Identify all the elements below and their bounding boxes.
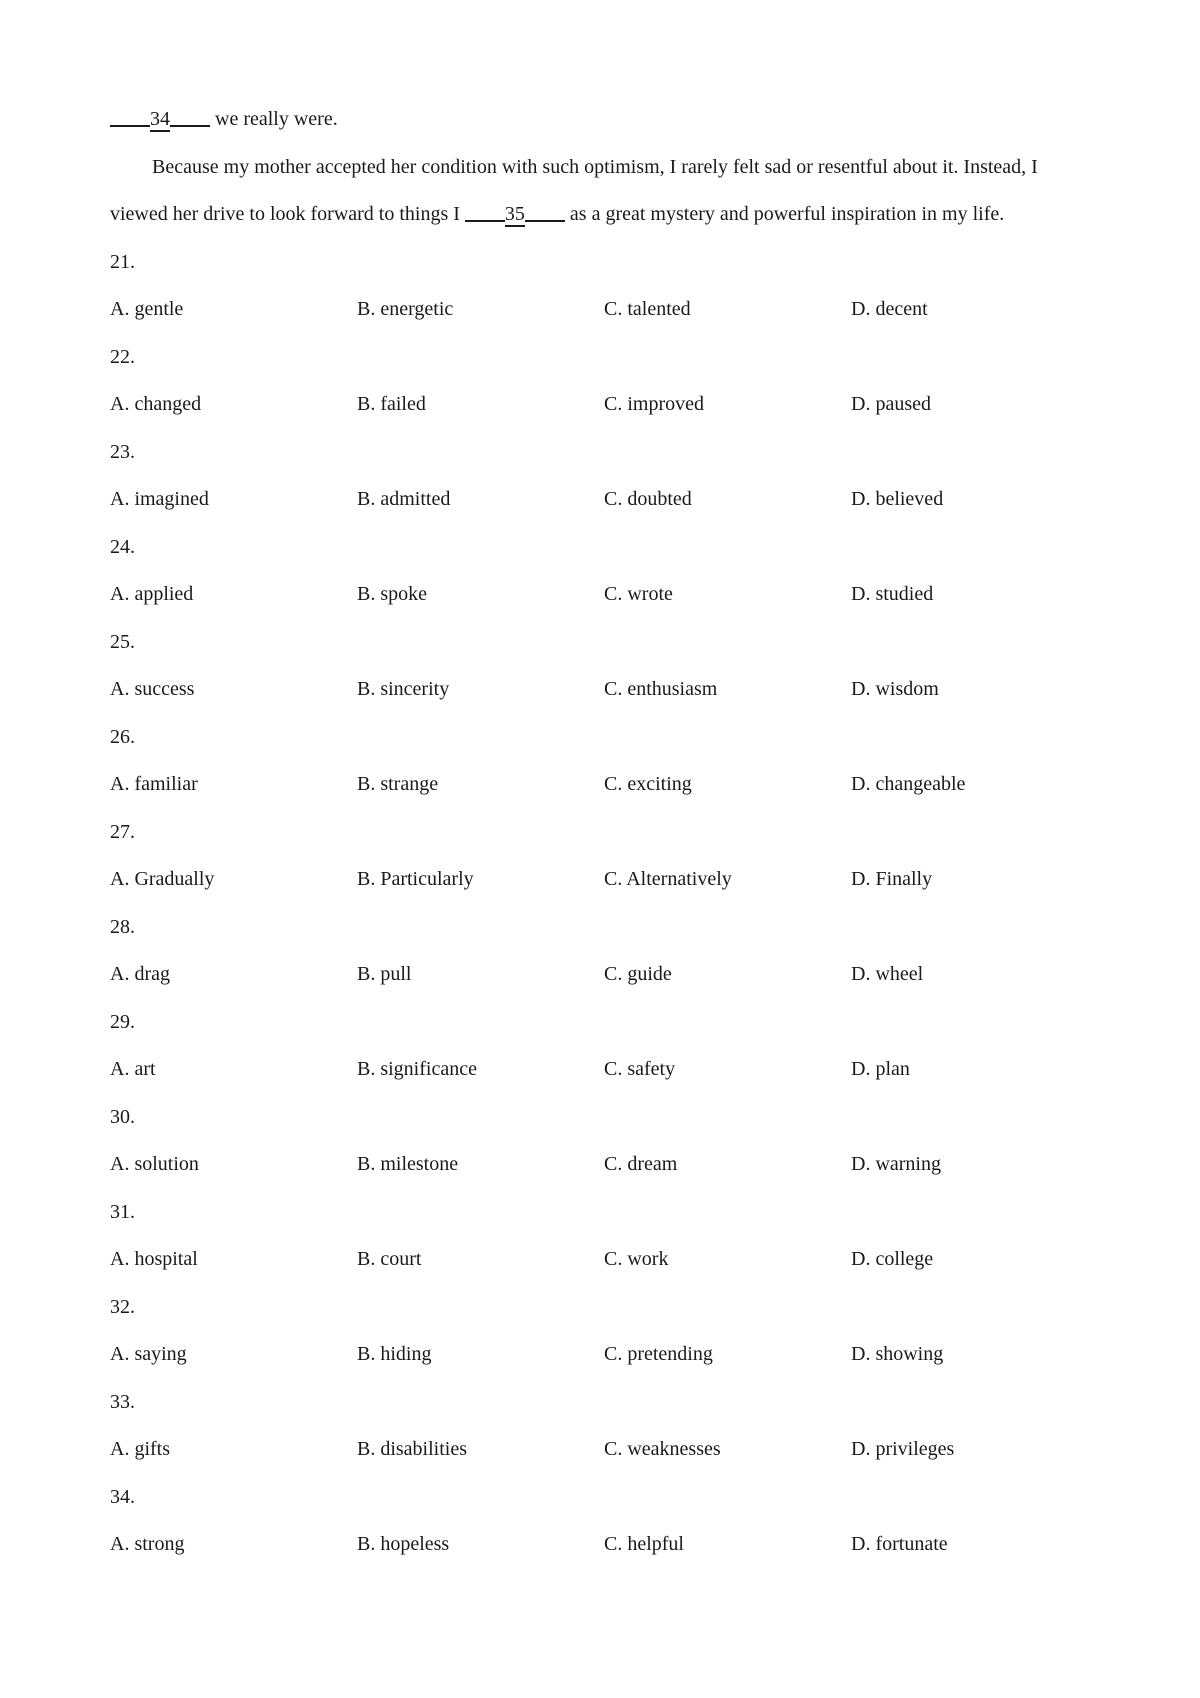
answer-option-a: A. changed [110, 393, 202, 415]
answer-option-a: A. gentle [110, 298, 184, 320]
answer-option-d: D. fortunate [851, 1533, 948, 1555]
answer-option-d: D. wisdom [851, 678, 939, 700]
answer-option-a: A. drag [110, 963, 170, 985]
answer-option-a: A. art [110, 1058, 156, 1080]
answer-option-c: C. talented [604, 298, 691, 320]
answer-option-d: D. believed [851, 488, 944, 510]
answer-option-d: D. Finally [851, 868, 933, 890]
answer-option-b: B. admitted [357, 488, 451, 510]
answer-option-c: C. doubted [604, 488, 692, 510]
answer-option-d: D. wheel [851, 963, 924, 985]
answer-option-c: C. helpful [604, 1533, 684, 1555]
answer-option-a: A. familiar [110, 773, 198, 795]
option-row [110, 1331, 1110, 1379]
answer-option-a: A. Gradually [110, 868, 215, 890]
option-row [110, 951, 1110, 999]
answer-option-a: A. imagined [110, 488, 209, 510]
answer-option-d: D. paused [851, 393, 931, 415]
blank-35-number: 35 [504, 203, 525, 225]
question-number: 27. [110, 820, 135, 843]
blank-underline [525, 200, 565, 222]
answer-option-c: C. guide [604, 963, 672, 985]
answer-option-b: B. Particularly [357, 868, 474, 890]
answer-option-b: B. pull [357, 963, 412, 985]
answer-option-b: B. milestone [357, 1153, 459, 1175]
answer-option-a: A. gifts [110, 1438, 170, 1460]
answer-option-c: C. work [604, 1248, 669, 1270]
answer-option-c: C. dream [604, 1153, 678, 1175]
answer-option-b: B. failed [357, 393, 426, 415]
option-row [110, 476, 1110, 524]
option-row [110, 1521, 1110, 1569]
answer-option-b: B. hiding [357, 1343, 432, 1365]
answer-option-a: A. success [110, 678, 195, 700]
option-row [110, 571, 1110, 619]
option-row [110, 1426, 1110, 1474]
blank-underline [110, 105, 150, 127]
answer-option-d: D. privileges [851, 1438, 955, 1460]
answer-option-d: D. showing [851, 1343, 944, 1365]
blank-34-number: 34 [150, 108, 170, 130]
answer-option-a: A. hospital [110, 1248, 198, 1270]
question-number: 24. [110, 535, 135, 558]
answer-option-c: C. wrote [604, 583, 673, 605]
passage-line-1 [110, 96, 1110, 144]
question-number: 30. [110, 1105, 135, 1128]
question-number: 34. [110, 1485, 135, 1508]
question-number: 31. [110, 1200, 135, 1223]
option-row [110, 1236, 1110, 1284]
question-number: 28. [110, 915, 135, 938]
question-number: 22. [110, 345, 135, 368]
question-number: 23. [110, 440, 135, 463]
answer-option-a: A. applied [110, 583, 194, 605]
blank-underline [170, 105, 210, 127]
answer-option-a: A. saying [110, 1343, 187, 1365]
option-row [110, 381, 1110, 429]
exam-page [110, 96, 1110, 1569]
question-number: 33. [110, 1390, 135, 1413]
option-row [110, 1046, 1110, 1094]
answer-option-c: C. weaknesses [604, 1438, 721, 1460]
option-row [110, 666, 1110, 714]
passage-line-1-text: we really were. [210, 108, 338, 130]
answer-option-c: C. enthusiasm [604, 678, 718, 700]
answer-option-b: B. significance [357, 1058, 477, 1080]
passage-line-2-text: Because my mother accepted her condition with such optimism, I rarely felt sad or resentful about it. Instead, I [152, 155, 1038, 178]
answer-option-d: D. changeable [851, 773, 966, 795]
answer-option-d: D. college [851, 1248, 934, 1270]
answer-option-c: C. improved [604, 393, 704, 415]
answer-option-d: D. decent [851, 298, 928, 320]
answer-option-d: D. warning [851, 1153, 941, 1175]
question-number: 32. [110, 1295, 135, 1318]
answer-option-b: B. hopeless [357, 1533, 450, 1555]
answer-option-b: B. sincerity [357, 678, 450, 700]
passage-line-3 [110, 191, 1110, 239]
answer-option-a: A. strong [110, 1533, 185, 1555]
answer-option-d: D. studied [851, 583, 934, 605]
answer-option-c: C. safety [604, 1058, 676, 1080]
answer-option-b: B. strange [357, 773, 439, 795]
answer-option-c: C. exciting [604, 773, 692, 795]
answer-option-b: B. disabilities [357, 1438, 467, 1460]
question-number: 29. [110, 1010, 135, 1033]
question-number: 21. [110, 250, 135, 273]
answer-option-b: B. energetic [357, 298, 454, 320]
answer-option-c: C. Alternatively [604, 868, 732, 890]
answer-option-b: B. spoke [357, 583, 427, 605]
option-row [110, 856, 1110, 904]
blank-underline [465, 200, 505, 222]
question-list [110, 239, 1110, 1569]
passage-line-2 [110, 144, 1110, 192]
option-row [110, 286, 1110, 334]
question-number: 25. [110, 630, 135, 653]
answer-option-c: C. pretending [604, 1343, 713, 1365]
answer-option-d: D. plan [851, 1058, 910, 1080]
passage-line-3-before: viewed her drive to look forward to things I [110, 203, 465, 225]
passage-line-3-after: as a great mystery and powerful inspiration in my life. [564, 203, 1005, 225]
answer-option-b: B. court [357, 1248, 422, 1270]
question-number: 26. [110, 725, 135, 748]
option-row [110, 761, 1110, 809]
option-row [110, 1141, 1110, 1189]
answer-option-a: A. solution [110, 1153, 199, 1175]
